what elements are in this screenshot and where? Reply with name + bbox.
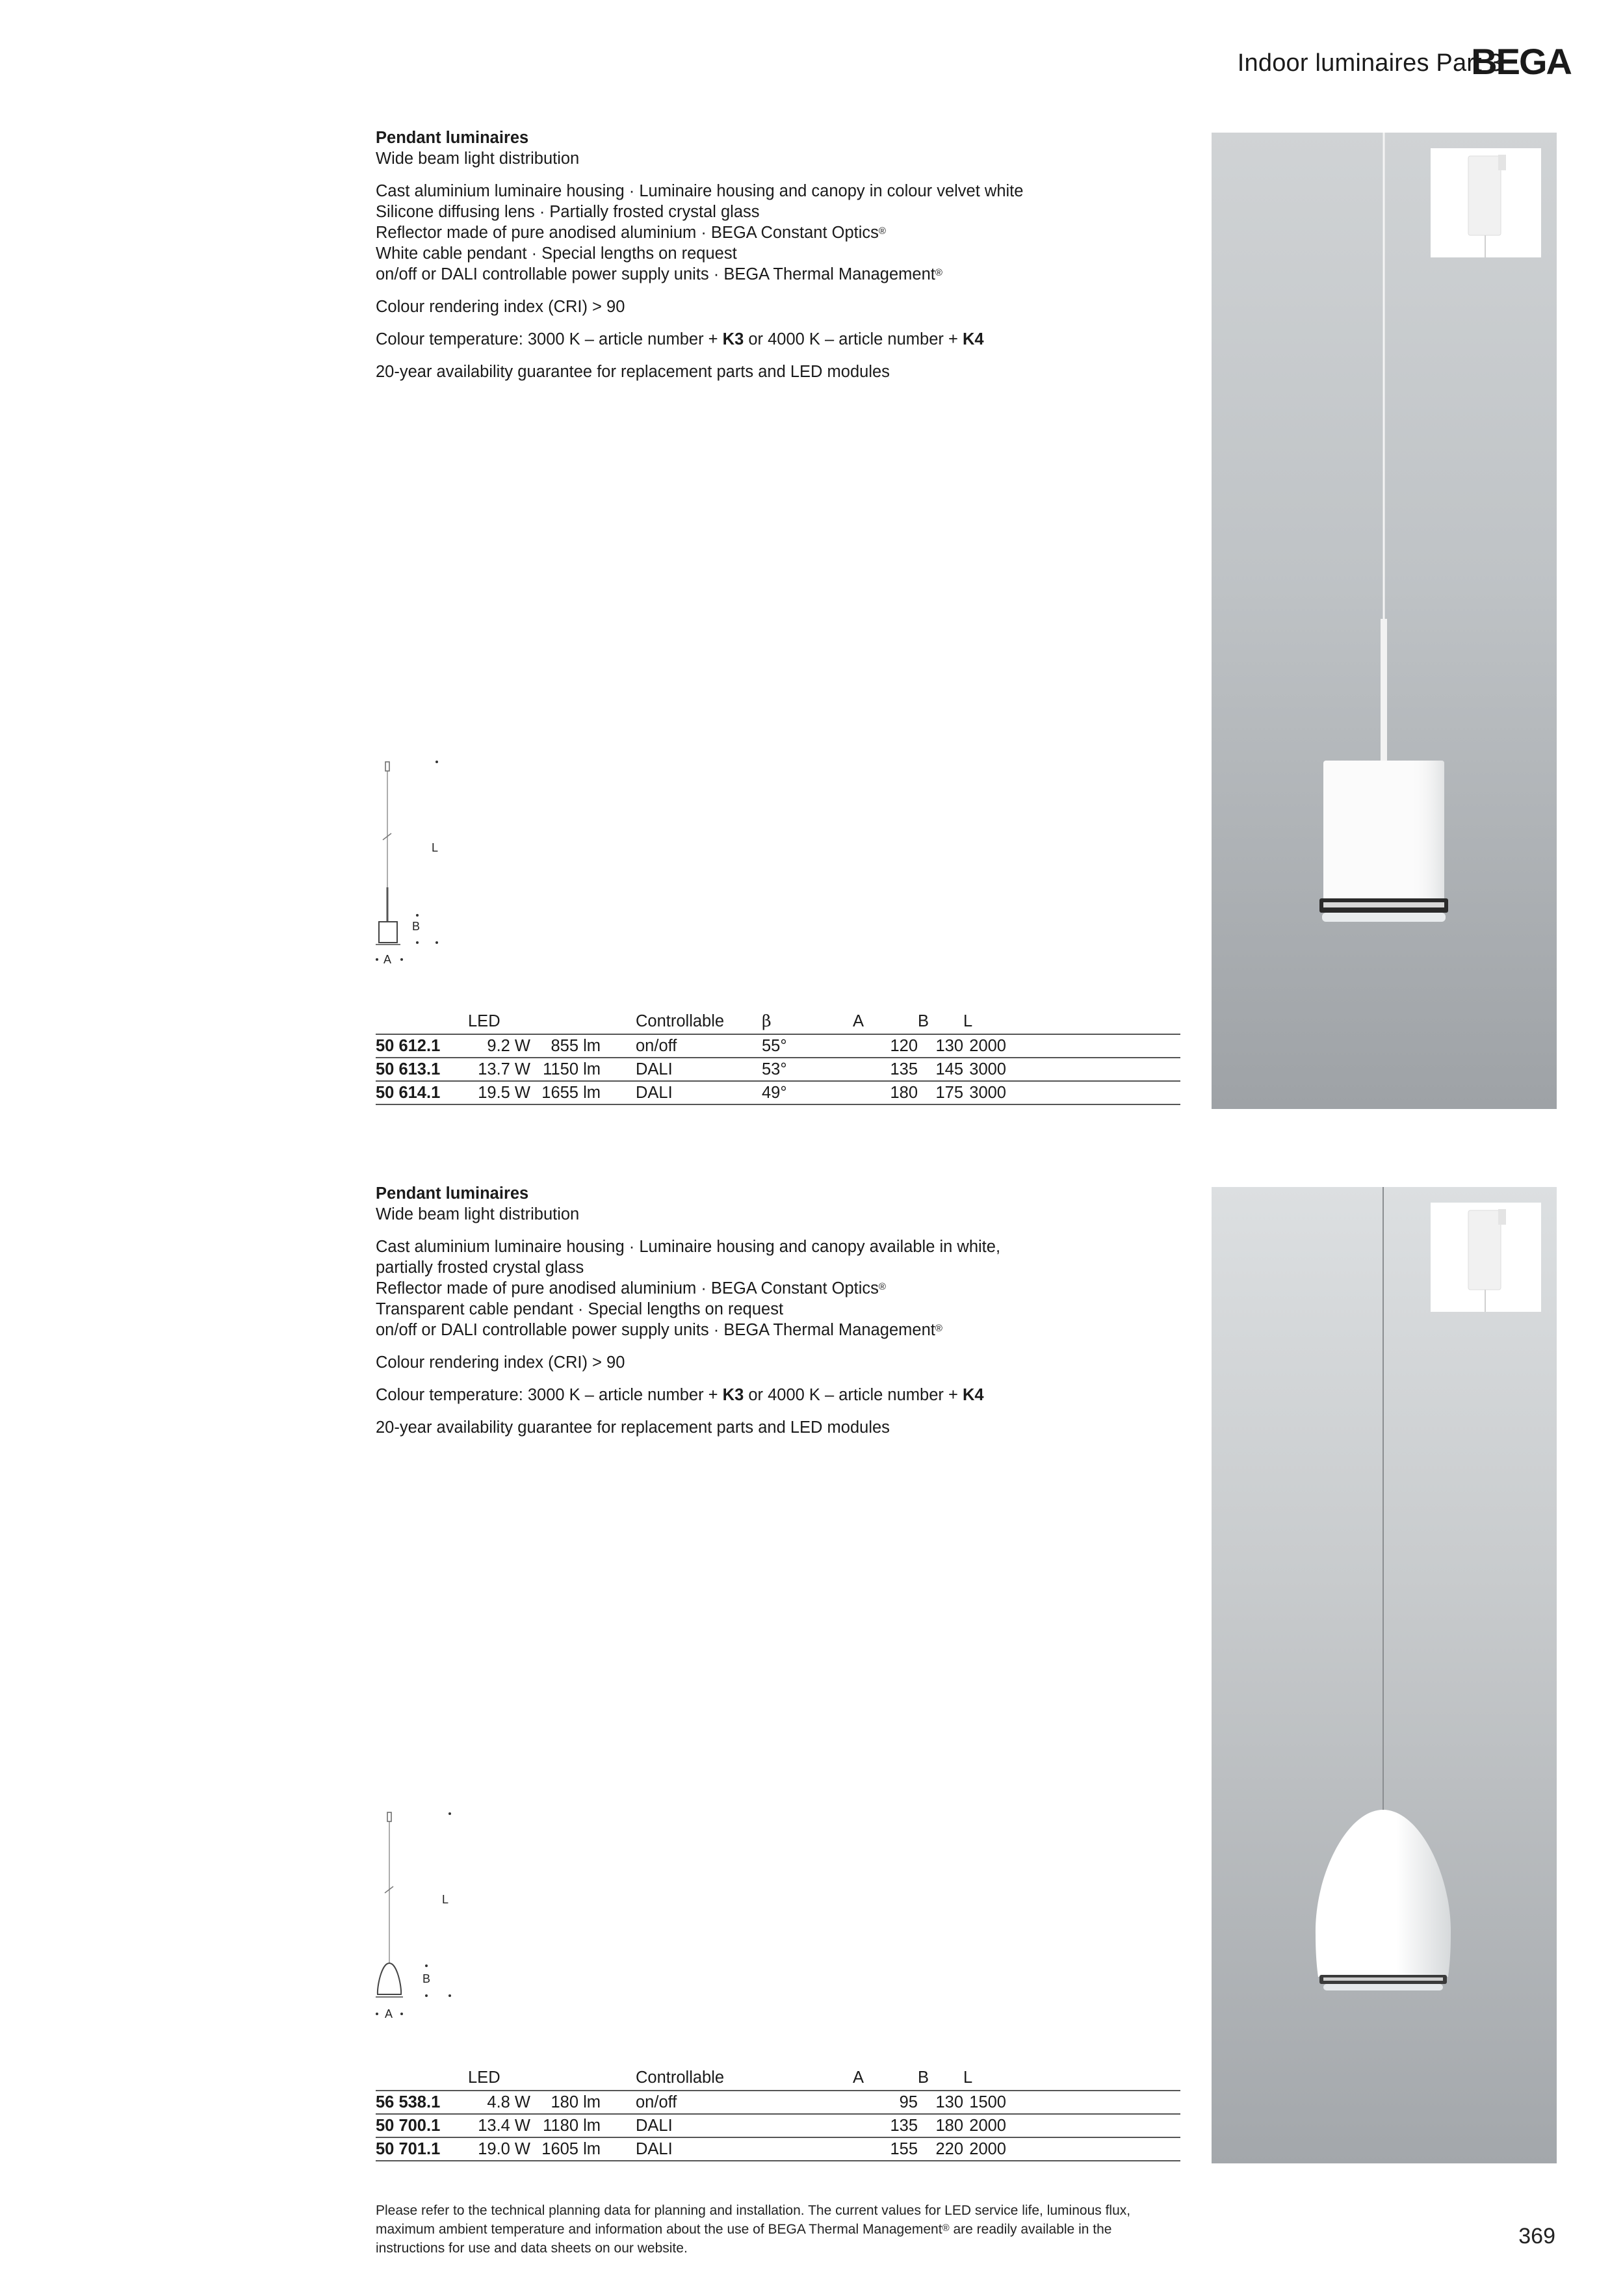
section2-description <box>376 1183 1169 1438</box>
article-number: 50 700.1 <box>376 2114 468 2137</box>
table-header-row <box>376 1011 1180 1034</box>
dim-l: 2000 <box>963 1034 1006 1058</box>
section1-description <box>376 127 1169 382</box>
controllable: on/off <box>636 2091 762 2114</box>
section2-dim-label-l: L <box>442 1893 449 1906</box>
controllable: DALI <box>636 1081 762 1104</box>
section2-dim-label-a: A <box>385 2007 393 2020</box>
brand-logo: BEGA <box>1471 41 1571 82</box>
beam-angle: 53° <box>762 1058 853 1081</box>
section1-cri: Colour rendering index (CRI) > 90 <box>376 298 625 316</box>
table-header-row <box>376 2067 1180 2091</box>
col-b: B <box>918 1011 963 1034</box>
registered-mark: ® <box>878 1281 886 1292</box>
lumens: 1605 lm <box>530 2137 601 2161</box>
lumens: 1180 lm <box>530 2114 601 2137</box>
section1-spec-table <box>376 1011 1180 1105</box>
registered-mark: ® <box>878 226 886 237</box>
section2-guarantee: 20-year availability guarantee for replacement parts and LED modules <box>376 1418 890 1437</box>
lumens: 1655 lm <box>530 1081 601 1104</box>
dome-pendant-image <box>1212 1187 1557 2163</box>
lumens: 855 lm <box>530 1034 601 1058</box>
dim-a: 155 <box>853 2137 918 2161</box>
cylinder-pendant-image <box>1212 133 1557 1109</box>
section1-dim-label-a: A <box>383 953 392 966</box>
section2-colour-temperature: Colour temperature: 3000 K – article number + K3 or 4000 K – article number + K4 <box>376 1386 984 1404</box>
section1-guarantee: 20-year availability guarantee for replacement parts and LED modules <box>376 363 890 381</box>
col-led: LED <box>468 2067 636 2091</box>
table-row <box>376 2091 1180 2114</box>
header-title: Indoor luminaires Part 3 <box>1237 49 1503 77</box>
section2-dim-label-b: B <box>422 1972 431 1985</box>
section2-subtitle: Wide beam light distribution <box>376 1205 580 1223</box>
article-number: 50 614.1 <box>376 1081 468 1104</box>
section1-title: Pendant luminaires <box>376 129 529 147</box>
table-row <box>376 2114 1180 2137</box>
section1-colour-temperature: Colour temperature: 3000 K – article number + K3 or 4000 K – article number + K4 <box>376 330 984 348</box>
dim-a: 120 <box>853 1034 918 1058</box>
canopy-thumbnail <box>1431 148 1541 257</box>
col-controllable: Controllable <box>636 1011 762 1034</box>
dim-l: 2000 <box>963 2114 1006 2137</box>
registered-mark: ® <box>935 1323 942 1334</box>
dim-a: 135 <box>853 1058 918 1081</box>
dim-b: 220 <box>918 2137 963 2161</box>
controllable: DALI <box>636 1058 762 1081</box>
dim-b: 130 <box>918 1034 963 1058</box>
section1-dim-label-b: B <box>412 920 421 933</box>
section2-dimension-diagram <box>373 1805 458 2026</box>
article-number: 50 612.1 <box>376 1034 468 1058</box>
wattage: 19.0 W <box>468 2137 530 2161</box>
dim-a: 95 <box>853 2091 918 2114</box>
col-led: LED <box>468 1011 636 1034</box>
col-a: A <box>853 1011 918 1034</box>
table-row <box>376 1058 1180 1081</box>
section2-desc-4: Transparent cable pendant · Special lengths on request <box>376 1300 784 1318</box>
section2-title: Pendant luminaires <box>376 1184 529 1203</box>
section2-desc-3: Reflector made of pure anodised aluminium · BEGA Constant Optics® <box>376 1279 886 1298</box>
col-beta: β <box>762 1011 853 1034</box>
section2-desc-1: Cast aluminium luminaire housing · Luminaire housing and canopy available in white, <box>376 1238 1001 1256</box>
canopy-thumbnail <box>1431 1203 1541 1312</box>
section1-desc-3: Reflector made of pure anodised aluminium · BEGA Constant Optics® <box>376 224 886 242</box>
dim-a: 180 <box>853 1081 918 1104</box>
table-row <box>376 1081 1180 1104</box>
article-number: 56 538.1 <box>376 2091 468 2114</box>
dim-b: 130 <box>918 2091 963 2114</box>
section1-desc-1: Cast aluminium luminaire housing · Luminaire housing and canopy in colour velvet white <box>376 182 1024 200</box>
section2-spec-table <box>376 2067 1180 2161</box>
dim-l: 3000 <box>963 1081 1006 1104</box>
col-l: L <box>963 2067 1006 2091</box>
section2-desc-2: partially frosted crystal glass <box>376 1259 584 1277</box>
section2-desc-5: on/off or DALI controllable power supply units · BEGA Thermal Management® <box>376 1321 942 1339</box>
dim-b: 180 <box>918 2114 963 2137</box>
table-row <box>376 1034 1180 1058</box>
wattage: 13.7 W <box>468 1058 530 1081</box>
section1-dim-label-l: L <box>432 841 439 854</box>
footer-note-line-1: Please refer to the technical planning data for planning and installation. The current values for LED service life, luminous flux, <box>376 2203 1131 2218</box>
page-number: 369 <box>1518 2224 1555 2249</box>
section1-desc-2: Silicone diffusing lens · Partially frosted crystal glass <box>376 203 760 221</box>
registered-mark: ® <box>942 2223 950 2234</box>
beam-angle: 55° <box>762 1034 853 1058</box>
dim-l: 1500 <box>963 2091 1006 2114</box>
footer-note-line-3: instructions for use and data sheets on our website. <box>376 2241 688 2256</box>
controllable: DALI <box>636 2114 762 2137</box>
lumens: 1150 lm <box>530 1058 601 1081</box>
dim-b: 145 <box>918 1058 963 1081</box>
beam-angle: 49° <box>762 1081 853 1104</box>
controllable: on/off <box>636 1034 762 1058</box>
section2-product-photo <box>1212 1187 1557 2163</box>
wattage: 19.5 W <box>468 1081 530 1104</box>
canopy-icon <box>1431 1203 1541 1312</box>
wattage: 13.4 W <box>468 2114 530 2137</box>
article-number: 50 701.1 <box>376 2137 468 2161</box>
lumens: 180 lm <box>530 2091 601 2114</box>
col-b: B <box>918 2067 963 2091</box>
table-row <box>376 2137 1180 2161</box>
wattage: 9.2 W <box>468 1034 530 1058</box>
wattage: 4.8 W <box>468 2091 530 2114</box>
registered-mark: ® <box>935 267 942 278</box>
dim-b: 175 <box>918 1081 963 1104</box>
section1-subtitle: Wide beam light distribution <box>376 150 580 168</box>
col-l: L <box>963 1011 1006 1034</box>
col-controllable: Controllable <box>636 2067 762 2091</box>
section2-cri: Colour rendering index (CRI) > 90 <box>376 1353 625 1372</box>
footer-note <box>376 2201 1273 2258</box>
article-number: 50 613.1 <box>376 1058 468 1081</box>
controllable: DALI <box>636 2137 762 2161</box>
footer-note-line-2: maximum ambient temperature and information about the use of BEGA Thermal Management® are readily available in the <box>376 2222 1112 2237</box>
dim-l: 3000 <box>963 1058 1006 1081</box>
section1-desc-4: White cable pendant · Special lengths on request <box>376 244 737 263</box>
section1-dimension-diagram <box>373 754 451 969</box>
canopy-icon <box>1431 148 1541 257</box>
section1-desc-5: on/off or DALI controllable power supply units · BEGA Thermal Management® <box>376 265 942 283</box>
dim-l: 2000 <box>963 2137 1006 2161</box>
dim-a: 135 <box>853 2114 918 2137</box>
section1-product-photo <box>1212 133 1557 1109</box>
col-a: A <box>853 2067 918 2091</box>
